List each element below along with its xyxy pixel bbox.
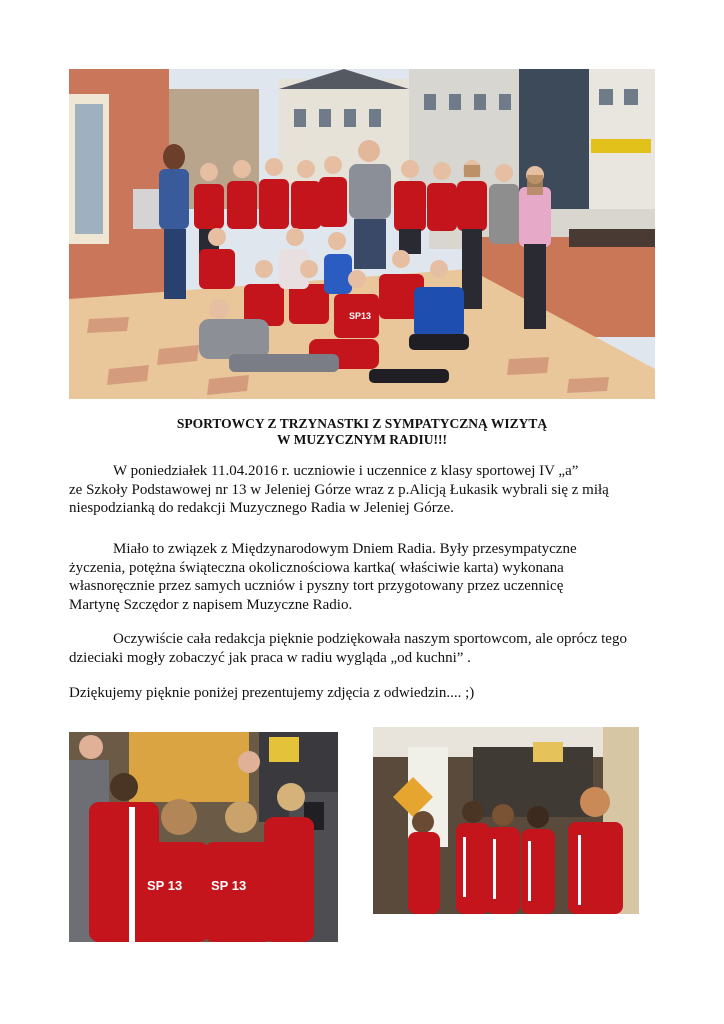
p3-line-2: dzieciaki mogły zobaczyć jak praca w radiu wygląda „od kuchni” .: [69, 649, 471, 666]
svg-text:SP 13: SP 13: [211, 878, 247, 893]
svg-text:SP 13: SP 13: [147, 878, 183, 893]
p2-line-2: życzenia, potężna świąteczna okolicznościowa kartka( właściwie karta) wykonana: [69, 559, 564, 576]
p2-line-1: Miało to związek z Międzynarodowym Dniem Radia. Były przesympatyczne: [113, 541, 577, 557]
p4-line-1: Dziękujemy pięknie poniżej prezentujemy zdjęcia z odwiedzin.... ;): [69, 685, 475, 701]
paragraph-1: [69, 462, 659, 518]
paragraph-4: [69, 684, 659, 703]
article-title: [69, 416, 655, 448]
p1-line-2: ze Szkoły Podstawowej nr 13 w Jeleniej Górze wraz z p.Alicją Łukasik wybrali się z miłą: [69, 481, 609, 498]
p2-line-4: Martynę Szczędor z napisem Muzyczne Radio.: [69, 596, 353, 613]
title-line-2: W MUZYCZNYM RADIU!!!: [277, 432, 447, 447]
p2-line-3: własnoręcznie przez samych uczniów i pyszny tort przygotowany przez uczennicę: [69, 578, 564, 594]
p1-line-3: niespodzianką do redakcji Muzycznego Radia w Jeleniej Górze.: [69, 500, 454, 516]
paragraph-3: [69, 630, 659, 667]
svg-text:SP13: SP13: [349, 311, 372, 321]
kids-lineup-photo: [373, 727, 639, 914]
p1-line-1: W poniedziałek 11.04.2016 r. uczniowie i uczennice z klasy sportowej IV „a”: [113, 463, 579, 479]
title-line-1: SPORTOWCY Z TRZYNASTKI Z SYMPATYCZNĄ WIZYTĄ: [176, 416, 548, 431]
group-photo: [69, 69, 655, 399]
p3-line-1: Oczywiście cała redakcja pięknie podziękowała naszym sportowcom, ale oprócz tego: [113, 631, 627, 647]
studio-photo: [69, 732, 338, 942]
paragraph-2: [69, 540, 659, 614]
